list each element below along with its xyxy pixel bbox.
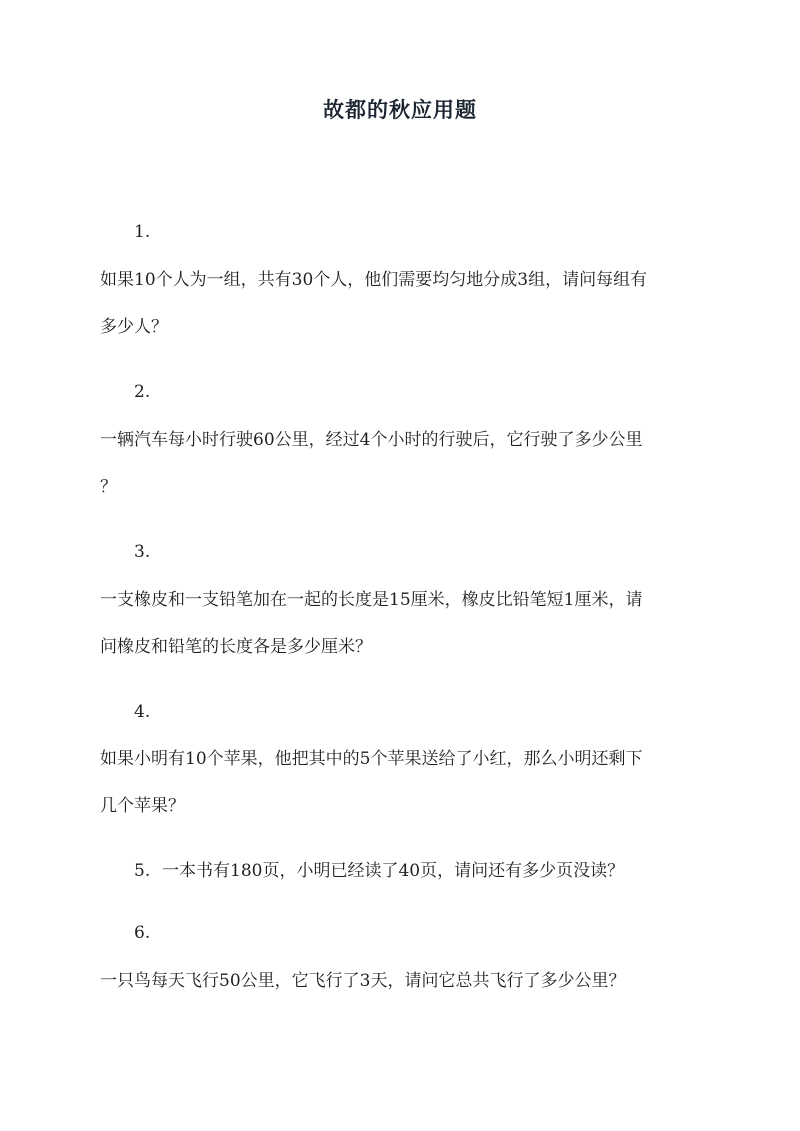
question-4-line-2: 几个苹果？ [100, 796, 185, 816]
question-2-line-2: ？ [100, 477, 117, 497]
question-5-number: 5. [134, 861, 151, 881]
question-1-number: 1. [134, 222, 151, 242]
question-3-number: 3. [134, 542, 151, 562]
question-5-text: 一本书有180页，小明已经读了40页，请问还有多少页没读？ [162, 861, 625, 881]
question-4-number: 4. [134, 702, 151, 722]
question-3-line-2: 问橡皮和铅笔的长度各是多少厘米？ [100, 637, 372, 657]
question-1-line-1: 如果10个人为一组，共有30个人，他们需要均匀地分成3组，请问每组有 [100, 270, 648, 290]
question-2-line-1: 一辆汽车每小时行驶60公里，经过4个小时的行驶后，它行驶了多少公里 [100, 430, 643, 450]
question-4-line-1: 如果小明有10个苹果，他把其中的5个苹果送给了小红，那么小明还剩下 [100, 749, 643, 769]
question-6-line-1: 一只鸟每天飞行50公里，它飞行了3天，请问它总共飞行了多少公里？ [100, 971, 626, 991]
question-1-line-2: 多少人？ [100, 317, 168, 337]
question-6-number: 6. [134, 923, 151, 943]
page-title: 故都的秋应用题 [323, 97, 477, 122]
question-2-number: 2. [134, 382, 151, 402]
question-3-line-1: 一支橡皮和一支铅笔加在一起的长度是15厘米，橡皮比铅笔短1厘米，请 [100, 590, 643, 610]
